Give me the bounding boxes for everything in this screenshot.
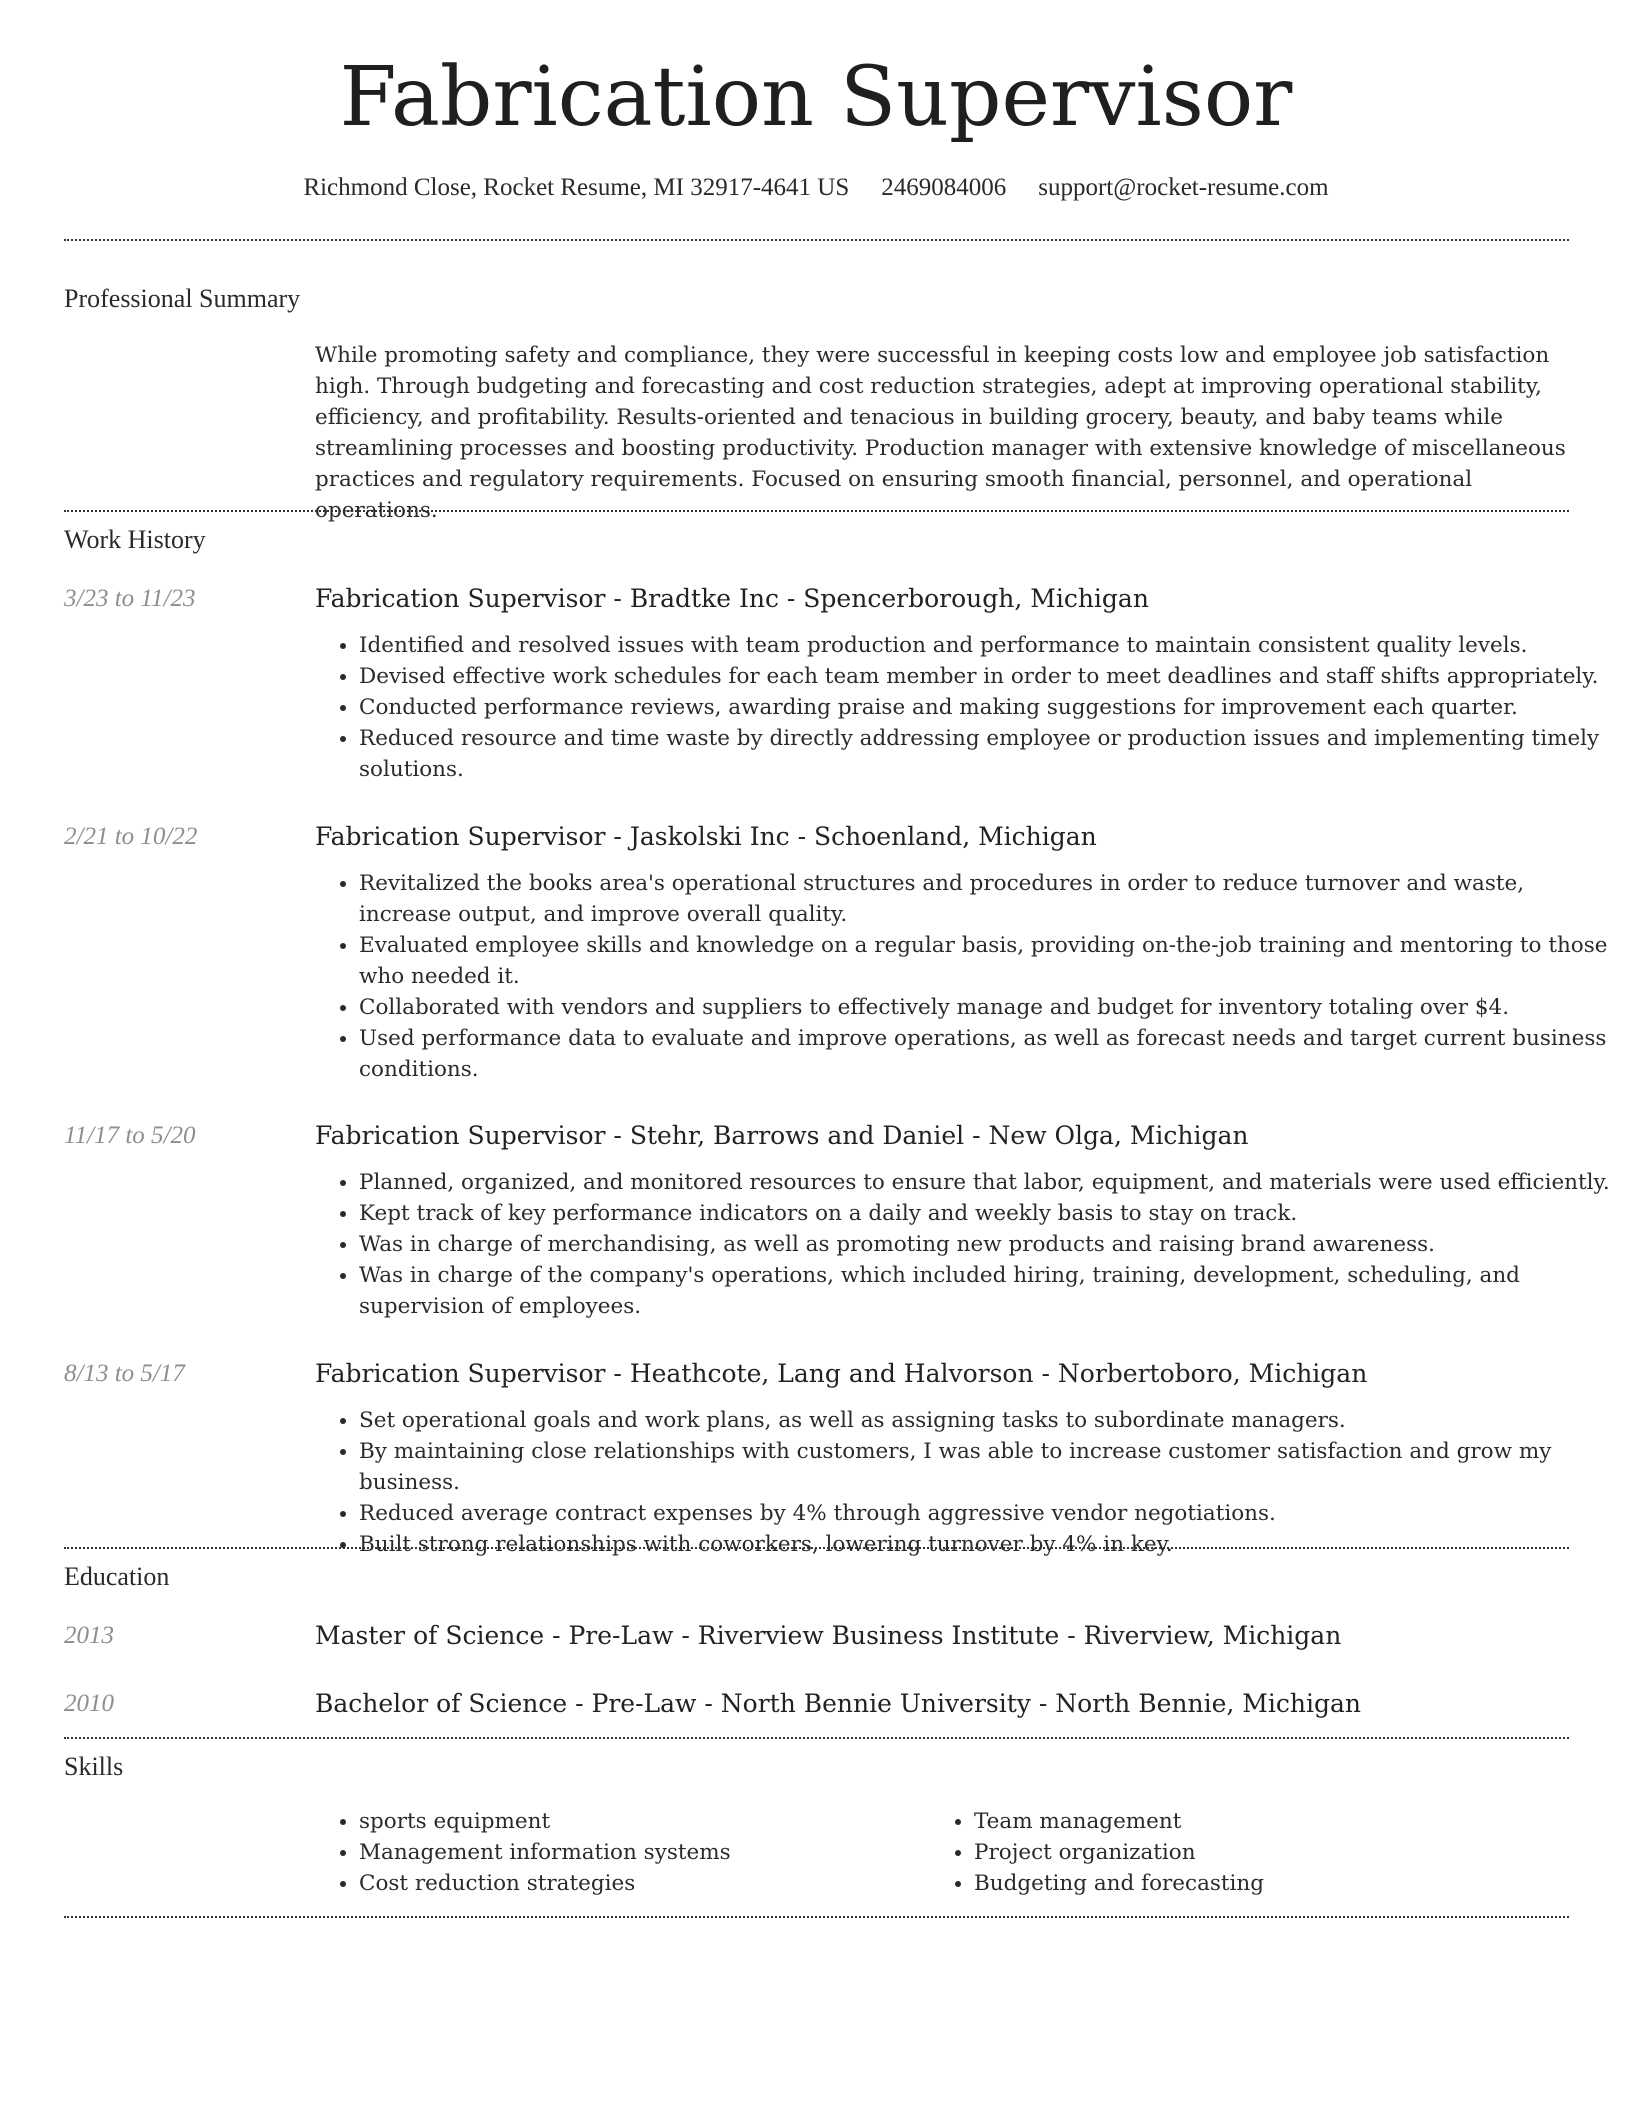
summary-text: While promoting safety and compliance, they were successful in keeping costs low and employee job satisfaction high. Through budgeting and forecasting and cost reduction strategies, adept at improving operational stability, efficiency, and profitability. Results-oriented and tenacious in building grocery, beauty, and baby teams while streamlining processes and boosting productivity. Production manager with extensive knowledge of miscellaneous practices and regulatory requirements. Focused on ensuring smooth financial, personnel, and operational operations. [315,343,1566,523]
work-history-title: Work History [64,525,206,554]
skill-item: • Management information systems [359,1837,919,1868]
job-heading: Fabrication Supervisor - Stehr, Barrows and Daniel - New Olga, Michigan [315,1121,1249,1150]
job-dates: 8/13 to 5/17 [64,1360,185,1387]
skill-item: • sports equipment [359,1806,919,1837]
job-dates: 2/21 to 10/22 [64,823,198,850]
job-heading: Fabrication Supervisor - Jaskolski Inc - Schoenland, Michigan [315,822,1097,851]
skills-title: Skills [64,1752,124,1781]
job-dates: 3/23 to 11/23 [64,585,196,612]
job-bullet: • By maintaining close relationships with customers, I was able to increase customer satisfaction and grow my business. [359,1436,1614,1498]
job-bullet: • Devised effective work schedules for each team member in order to meet deadlines and staff shifts appropriately. [359,661,1614,692]
contact-phone: 2469084006 [881,174,1007,201]
job-bullets [315,1167,1614,1322]
skills-list-left [315,1806,919,1899]
job-bullet: • Planned, organized, and monitored resources to ensure that labor, equipment, and materials were used efficiently. [359,1167,1614,1198]
job-bullets [315,1405,1614,1560]
job-bullet: • Revitalized the books area's operational structures and procedures in order to reduce turnover and waste, increase output, and improve overall quality. [359,868,1614,930]
section-divider [64,510,1569,512]
education-year: 2013 [64,1622,114,1649]
skill-item: • Cost reduction strategies [359,1868,919,1899]
job-heading: Fabrication Supervisor - Heathcote, Lang and Halvorson - Norbertoboro, Michigan [315,1359,1368,1388]
resume-name: Fabrication Supervisor [339,50,1293,145]
job-bullet: • Was in charge of merchandising, as well as promoting new products and raising brand awareness. [359,1229,1614,1260]
contact-email: support@rocket-resume.com [1038,174,1329,201]
job-bullet: • Kept track of key performance indicators on a daily and weekly basis to stay on track. [359,1198,1614,1229]
skill-item: • Team management [974,1806,1574,1837]
job-bullets [315,868,1614,1085]
skill-item: • Project organization [974,1837,1574,1868]
summary-title: Professional Summary [64,284,301,313]
section-divider [64,1547,1569,1549]
skills-list-right [930,1806,1574,1899]
job-bullet: • Evaluated employee skills and knowledge on a regular basis, providing on-the-job training and mentoring to those who needed it. [359,930,1614,992]
job-bullet: • Reduced average contract expenses by 4% through aggressive vendor negotiations. [359,1498,1614,1529]
job-bullet: • Set operational goals and work plans, as well as assigning tasks to subordinate managers. [359,1405,1614,1436]
job-bullet: • Conducted performance reviews, awarding praise and making suggestions for improvement each quarter. [359,692,1614,723]
section-divider [64,1737,1569,1739]
contact-address: Richmond Close, Rocket Resume, MI 32917-4641 US [303,174,850,201]
contact-line [0,170,1632,206]
job-dates: 11/17 to 5/20 [64,1122,196,1149]
job-bullet: • Collaborated with vendors and suppliers to effectively manage and budget for inventory totaling over $4. [359,992,1614,1023]
education-heading: Master of Science - Pre-Law - Riverview Business Institute - Riverview, Michigan [315,1621,1342,1650]
job-bullet: • Identified and resolved issues with team production and performance to maintain consistent quality levels. [359,630,1614,661]
job-bullet: • Reduced resource and time waste by directly addressing employee or production issues and implementing timely solutions. [359,723,1614,785]
job-bullet: • Was in charge of the company's operations, which included hiring, training, development, scheduling, and supervision of employees. [359,1260,1614,1322]
job-bullets [315,630,1614,785]
job-bullet: • Used performance data to evaluate and improve operations, as well as forecast needs and target current business conditions. [359,1023,1614,1085]
job-bullet: • Built strong relationships with coworkers, lowering turnover by 4% in key. [359,1529,1614,1560]
section-divider [64,239,1569,241]
job-heading: Fabrication Supervisor - Bradtke Inc - Spencerborough, Michigan [315,584,1149,613]
section-divider [64,1916,1569,1918]
education-heading: Bachelor of Science - Pre-Law - North Bennie University - North Bennie, Michigan [315,1689,1361,1718]
skill-item: • Budgeting and forecasting [974,1868,1574,1899]
education-year: 2010 [64,1690,114,1717]
education-title: Education [64,1562,170,1591]
